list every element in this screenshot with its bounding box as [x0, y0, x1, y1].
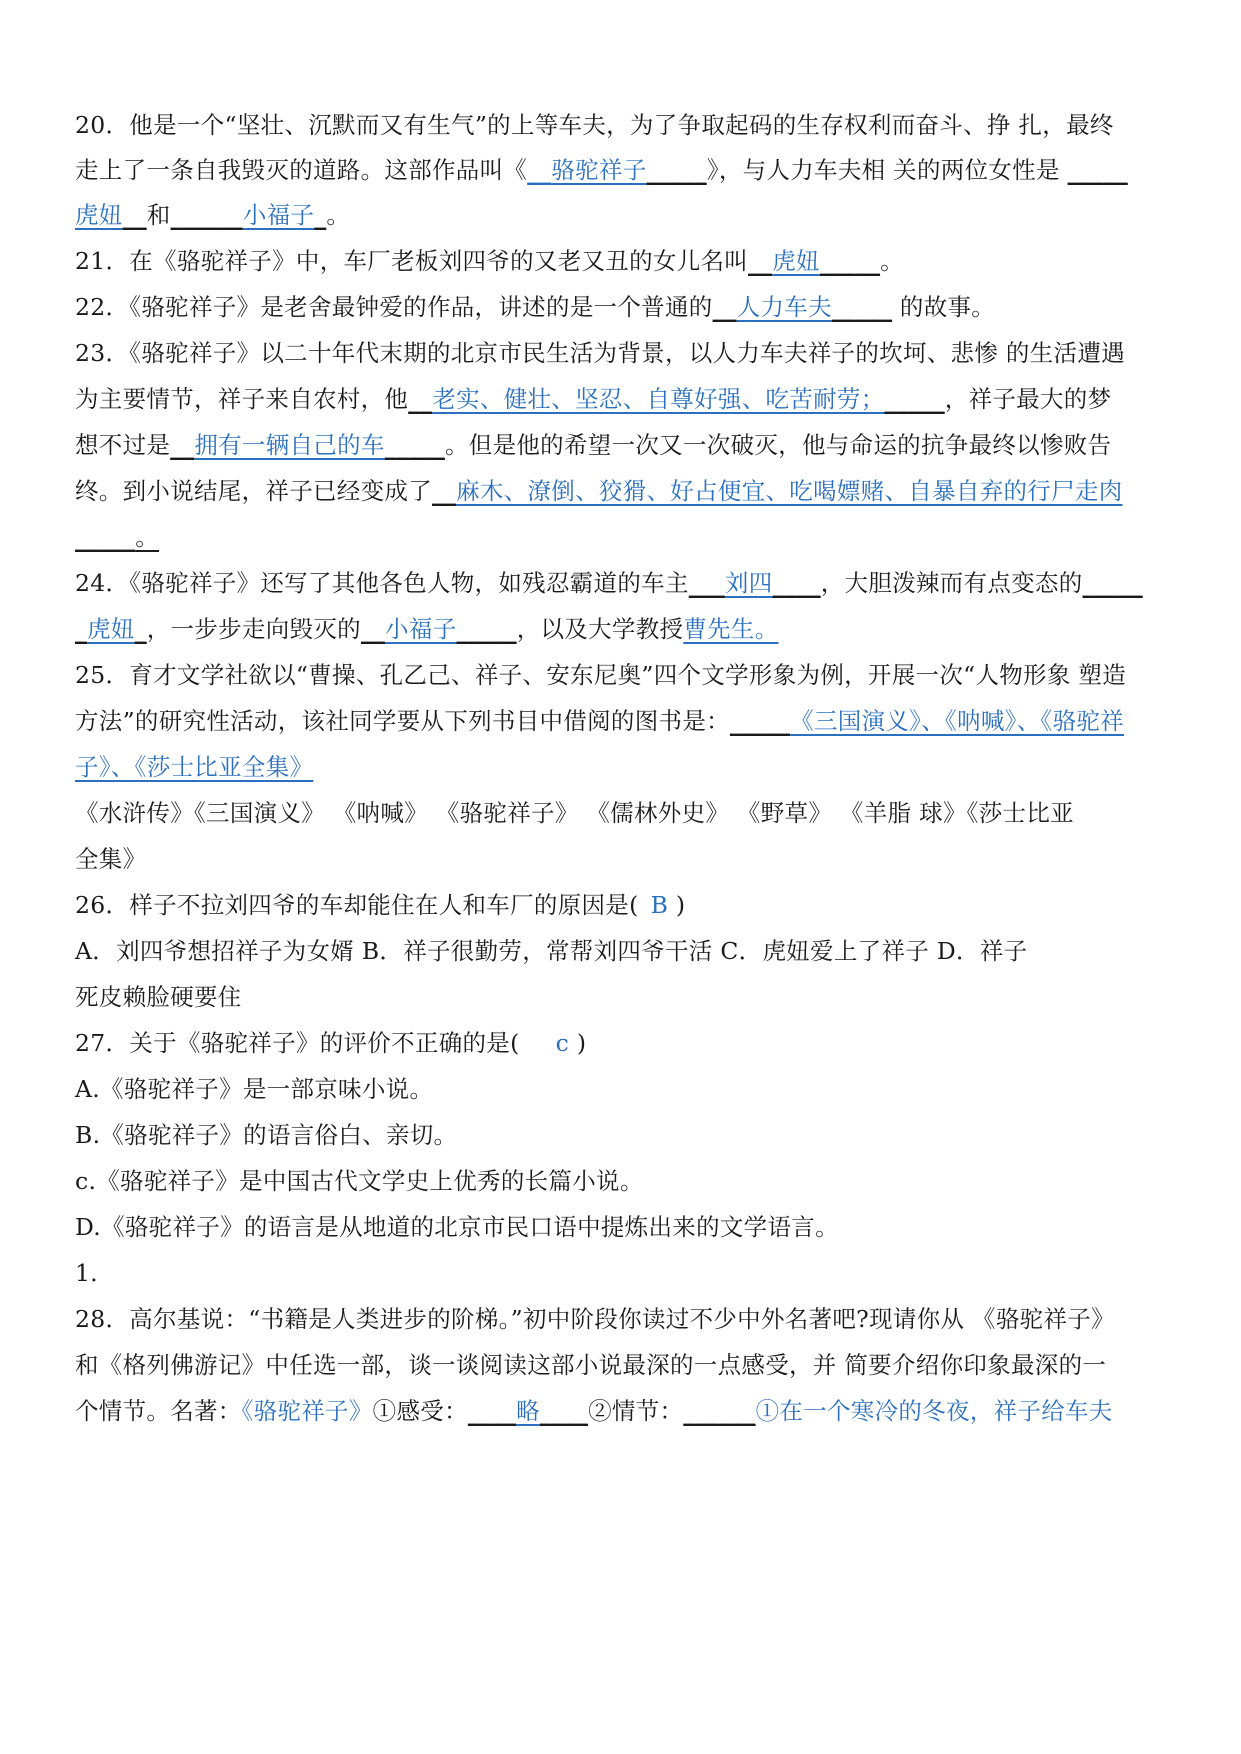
q23-line-4 [75, 474, 1186, 508]
answer-blank: _ [134, 615, 147, 643]
q20-line-2 [75, 153, 1186, 187]
question-text: 想不过是 [75, 431, 171, 459]
q20-line-1 [75, 108, 1186, 142]
q25-line-1 [75, 658, 1186, 692]
answer-blank: _____ [884, 385, 945, 413]
question-text: 为主要情节，祥子来自农村，他 [75, 385, 409, 413]
option-text: B.《骆驼祥子》的语言俗白、亲切。 [75, 1121, 458, 1149]
answer-text: 骆驼祥子 [551, 156, 647, 184]
q27-option-a [75, 1072, 1186, 1106]
answer-blank: __ [408, 385, 433, 413]
answer-blank: _____ [456, 615, 517, 643]
option-text: D.《骆驼祥子》的语言是从地道的北京市民口语中提炼出来的文学语言。 [75, 1213, 839, 1241]
question-text: 23．《骆驼祥子》以二十年代末期的北京市民生活为背景，以人力车夫祥子的坎坷、悲惨 的生活遭遇 [75, 339, 1125, 367]
answer-blank: __ [748, 247, 773, 275]
q24-line-2 [75, 612, 1186, 646]
q25-booklist-line-2 [75, 842, 1186, 876]
answer-blank: ____ [467, 1397, 517, 1425]
booklist-text: 《水浒传》《三国演义》 《呐喊》 《骆驼祥子》 《儒林外史》 《野草》 《羊脂 球》《莎士比亚 [75, 799, 1074, 827]
list-marker: 1． [75, 1259, 115, 1287]
answer-blank: __ [527, 156, 552, 184]
q23-line-5 [75, 520, 1186, 554]
q28-line-2 [75, 1348, 1186, 1382]
option-text: 死皮赖脸硬要住 [75, 983, 242, 1011]
answer-blank: ____ [772, 569, 821, 597]
q23-line-2 [75, 382, 1186, 416]
question-text: ①感受： [372, 1397, 468, 1425]
answer-text: 人力车夫 [736, 293, 832, 321]
question-text: 终。到小说结尾，祥子已经变成了 [75, 477, 432, 505]
q26-options-line-1 [75, 934, 1186, 968]
question-text: ) [569, 1029, 587, 1057]
question-text: ) [668, 891, 686, 919]
question-text: ，一步步走向毁灭的 [146, 615, 361, 643]
question-text: 》，与人力车夫相 关的两位女性是 [706, 156, 1068, 184]
question-text: ②情节： [588, 1397, 684, 1425]
answer-text: 刘四 [724, 569, 773, 597]
question-text: 。 [880, 247, 904, 275]
q22-line [75, 290, 1186, 324]
question-text: 。 [326, 201, 351, 229]
answer-blank: __ [170, 431, 195, 459]
question-text: 28．高尔基说：“书籍是人类进步的阶梯。”初中阶段你读过不少中外名著吧?现请你从 《骆驼祥子》 [75, 1305, 1115, 1333]
q24-line-1 [75, 566, 1186, 600]
question-text: 走上了一条自我毁灭的道路。这部作品叫《 [75, 156, 528, 184]
answer-blank: _____ [831, 293, 893, 321]
question-text: 个情节。名著： [75, 1397, 242, 1425]
question-text: 22．《骆驼祥子》是老舍最钟爱的作品，讲述的是一个普通的 [75, 293, 713, 321]
option-text: A．刘四爷想招祥子为女婿 B．祥子很勤劳，常帮刘四爷干活 C．虎妞爱上了祥子 D．祥子 [75, 937, 1028, 965]
question-text: 的故事。 [892, 293, 996, 321]
answer-blank: _____ [1082, 569, 1143, 597]
q26-options-line-2 [75, 980, 1186, 1014]
question-text: 。但是他的希望一次又一次破灭，他与命运的抗争最终以惨败告 [444, 431, 1112, 459]
answer-blank: ___ [688, 569, 725, 597]
answer-text: 拥有一辆自己的车 [194, 431, 385, 459]
answer-blank: _____ [1067, 156, 1128, 184]
q26-line [75, 888, 1186, 922]
answer-text: 虎妞 [75, 201, 123, 229]
answer-blank: ____ [539, 1397, 589, 1425]
answer-text: 小福子 [385, 615, 457, 643]
answer-blank: _____ [729, 707, 791, 735]
answer-text: 子》、《莎士比亚全集》 [75, 753, 314, 781]
q25-line-2 [75, 704, 1186, 738]
question-text: 26．样子不拉刘四爷的车却能住在人和车厂的原因是( [75, 891, 639, 919]
answer-text: 麻木、潦倒、狡猾、好占便宜、吃喝嫖赌、自暴自弃的行尸走肉 [456, 477, 1123, 505]
q23-line-1 [75, 336, 1186, 370]
answer-blank: __ [432, 477, 457, 505]
answer-blank: _ [314, 201, 327, 229]
answer-blank: _____ [75, 523, 136, 551]
answer-text: ①在一个寒冷的冬夜，祥子给车夫 [755, 1397, 1113, 1425]
question-text: 20．他是一个“坚壮、沉默而又有生气”的上等车夫，为了争取起码的生存权利而奋斗、挣 扎，最终 [75, 111, 1114, 139]
answer-blank: _ [75, 615, 88, 643]
answer-text: 曹先生。 [683, 615, 779, 643]
question-text: 25．育才文学社欲以“曹操、孔乙己、祥子、安东尼奥”四个文学形象为例，开展一次“人物形象 塑造 [75, 661, 1127, 689]
q25-line-3 [75, 750, 1186, 784]
answer-blank: __ [712, 293, 737, 321]
answer-text: 《骆驼祥子》 [241, 1397, 373, 1425]
list-marker-line [75, 1256, 1186, 1290]
answer-blank: _____ [819, 247, 881, 275]
option-text: A.《骆驼祥子》是一部京味小说。 [75, 1075, 434, 1103]
question-text: ，以及大学教授 [516, 615, 684, 643]
answer-text: 略 [516, 1397, 540, 1425]
question-text: 和 [146, 201, 171, 229]
answer-text: 《三国演义》、《呐喊》、《骆驼祥 [790, 707, 1124, 735]
answer-text: 小福子 [242, 201, 315, 229]
q27-option-b [75, 1118, 1186, 1152]
question-text: 方法”的研究性活动，该社同学要从下列书目中借阅的图书是： [75, 707, 730, 735]
answer-blank: ______ [170, 201, 243, 229]
answer-text: 虎妞 [772, 247, 820, 275]
answer-blank: _____ [646, 156, 707, 184]
q27-option-c [75, 1164, 1186, 1198]
q27-option-d [75, 1210, 1186, 1244]
q20-line-3 [75, 198, 1186, 232]
answer-blank: ______ [683, 1397, 756, 1425]
answer-choice: B [650, 891, 669, 919]
answer-text: 虎妞 [87, 615, 135, 643]
answer-text: 老实、健壮、坚忍、自尊好强、吃苦耐劳； [432, 385, 885, 413]
q28-line-1 [75, 1302, 1186, 1336]
answer-blank: __ [360, 615, 386, 643]
question-text: 24．《骆驼祥子》还写了其他各色人物，如残忍霸道的车主 [75, 569, 689, 597]
q25-booklist-line-1 [75, 796, 1186, 830]
question-text: 和《格列佛游记》中任选一部，谈一谈阅读这部小说最深的一点感受，并 简要介绍你印象最深的一 [75, 1351, 1107, 1379]
booklist-text: 全集》 [75, 845, 147, 873]
question-text: 21．在《骆驼祥子》中，车厂老板刘四爷的又老又丑的女儿名叫 [75, 247, 749, 275]
question-text: 27．关于《骆驼祥子》的评价不正确的是( [75, 1029, 520, 1057]
answer-blank: _____ [384, 431, 445, 459]
q27-line [75, 1026, 1186, 1060]
question-text: 。 [135, 523, 160, 551]
answer-choice: c [555, 1029, 570, 1057]
q23-line-3 [75, 428, 1186, 462]
answer-blank: __ [122, 201, 147, 229]
option-text: c.《骆驼祥子》是中国古代文学史上优秀的长篇小说。 [75, 1167, 644, 1195]
q21-line [75, 244, 1186, 278]
question-text: ，祥子最大的梦 [944, 385, 1112, 413]
question-text: ，大胆泼辣而有点变态的 [820, 569, 1083, 597]
q28-line-3 [75, 1394, 1186, 1428]
